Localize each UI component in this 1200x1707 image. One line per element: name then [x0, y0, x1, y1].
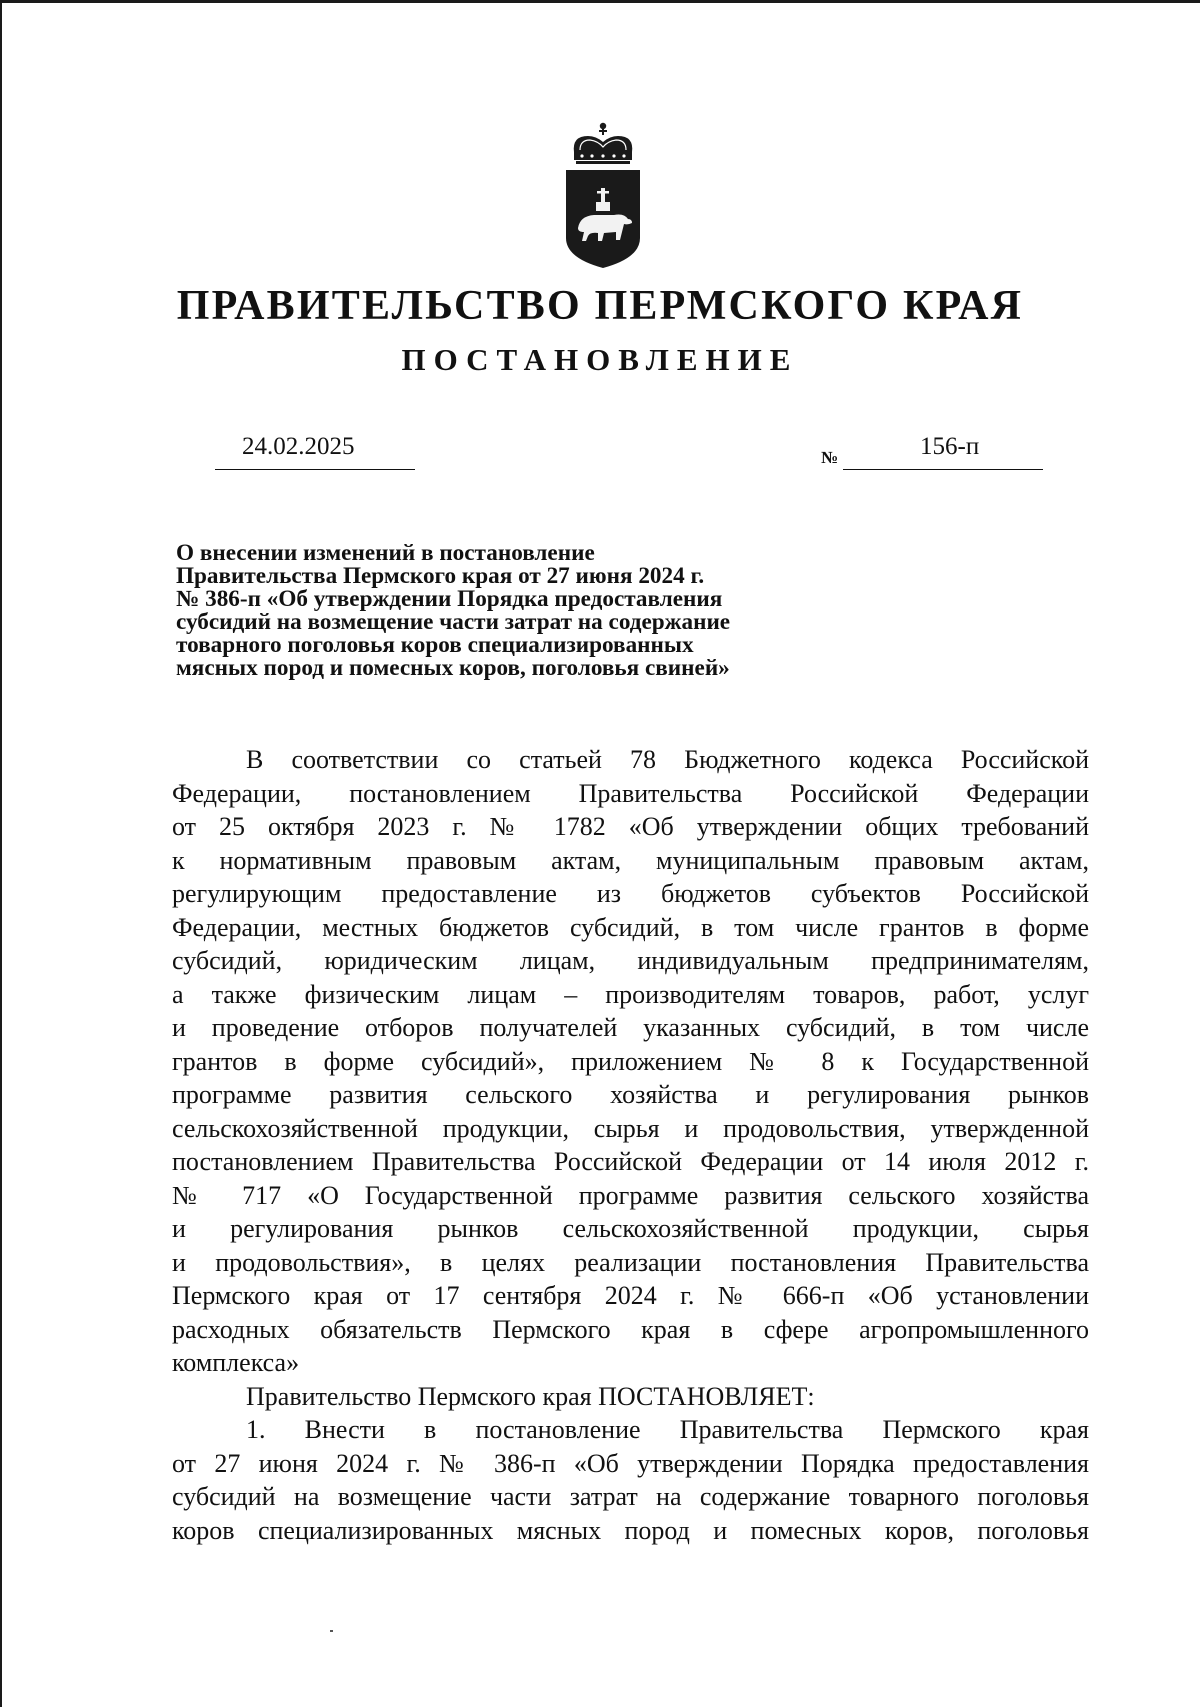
scan-border-top [0, 0, 1200, 3]
subject-line: О внесении изменений в постановление [176, 540, 595, 566]
clause-1-line: 1. Внести в постановление Правительства Пермского края [246, 1415, 1089, 1444]
body-line: и регулирования рынков сельскохозяйственной продукции, сырья [172, 1214, 1089, 1243]
decree-body [172, 743, 1089, 1547]
government-name: ПРАВИТЕЛЬСТВО ПЕРМСКОГО КРАЯ [176, 283, 1024, 329]
body-line: от 25 октября 2023 г. № 1782 «Об утверждении общих требований [172, 812, 1089, 841]
body-line: к нормативным правовым актам, муниципальным правовым актам, [172, 845, 1089, 875]
decree-number-field [843, 433, 1043, 470]
scan-border-left [0, 0, 2, 1707]
body-line: грантов в форме субсидий», приложением № 8 к Государственной [172, 1046, 1089, 1076]
perm-krai-coat-of-arms-icon [560, 120, 646, 270]
subject-line: Правительства Пермского края от 27 июня 2024 г. [176, 563, 705, 589]
subject-line: № 386-п «Об утверждении Порядка предоставления [176, 586, 723, 612]
number-label: № [821, 448, 839, 467]
body-line: Пермского края от 17 сентября 2024 г. № 666-п «Об установлении [172, 1281, 1089, 1310]
body-line: коров специализированных мясных пород и помесных коров, поголовья [172, 1515, 1089, 1545]
body-line: расходных обязательств Пермского края в сфере агропромышленного [172, 1314, 1089, 1344]
decree-number: 156-п [920, 433, 980, 460]
decree-date: 24.02.2025 [242, 433, 355, 460]
subject-line: товарного поголовья коров специализированных [176, 632, 694, 658]
body-line: от 27 июня 2024 г. № 386-п «Об утверждении Порядка предоставления [172, 1448, 1089, 1478]
body-line: и продовольствия», в целях реализации постановления Правительства [172, 1247, 1089, 1277]
crown-icon [574, 123, 632, 164]
scan-artifact [330, 1630, 333, 1632]
body-line: Федерации, постановлением Правительства Российской Федерации [172, 778, 1089, 808]
body-line: сельскохозяйственной продукции, сырья и продовольствия, утвержденной [172, 1113, 1089, 1143]
body-line: В соответствии со статьей 78 Бюджетного кодекса Российской [246, 745, 1089, 774]
body-line: регулирующим предоставление из бюджетов субъектов Российской [172, 879, 1089, 908]
body-line: субсидий, юридическим лицам, индивидуальным предпринимателям, [172, 946, 1089, 975]
body-line: № 717 «О Государственной программе развития сельского хозяйства [172, 1180, 1089, 1210]
decree-date-field [215, 433, 415, 470]
body-line: Федерации, местных бюджетов субсидий, в том числе грантов в форме [172, 912, 1089, 942]
subject-line: мясных пород и помесных коров, поголовья свиней» [176, 655, 730, 681]
resolution-line: Правительство Пермского края ПОСТАНОВЛЯЕТ: [246, 1381, 815, 1411]
body-line: и проведение отборов получателей указанных субсидий, в том числе [172, 1013, 1089, 1042]
body-line: комплекса» [172, 1348, 300, 1377]
body-line: субсидий на возмещение части затрат на содержание товарного поголовья [172, 1482, 1089, 1511]
body-line: постановлением Правительства Российской Федерации от 14 июля 2012 г. [172, 1147, 1089, 1176]
body-line: программе развития сельского хозяйства и регулирования рынков [172, 1080, 1089, 1109]
document-type: ПОСТАНОВЛЕНИЕ [401, 342, 799, 377]
body-line: а также физическим лицам – производителям товаров, работ, услуг [172, 979, 1089, 1009]
subject-line: субсидий на возмещение части затрат на содержание [176, 609, 731, 635]
decree-subject [176, 542, 896, 680]
